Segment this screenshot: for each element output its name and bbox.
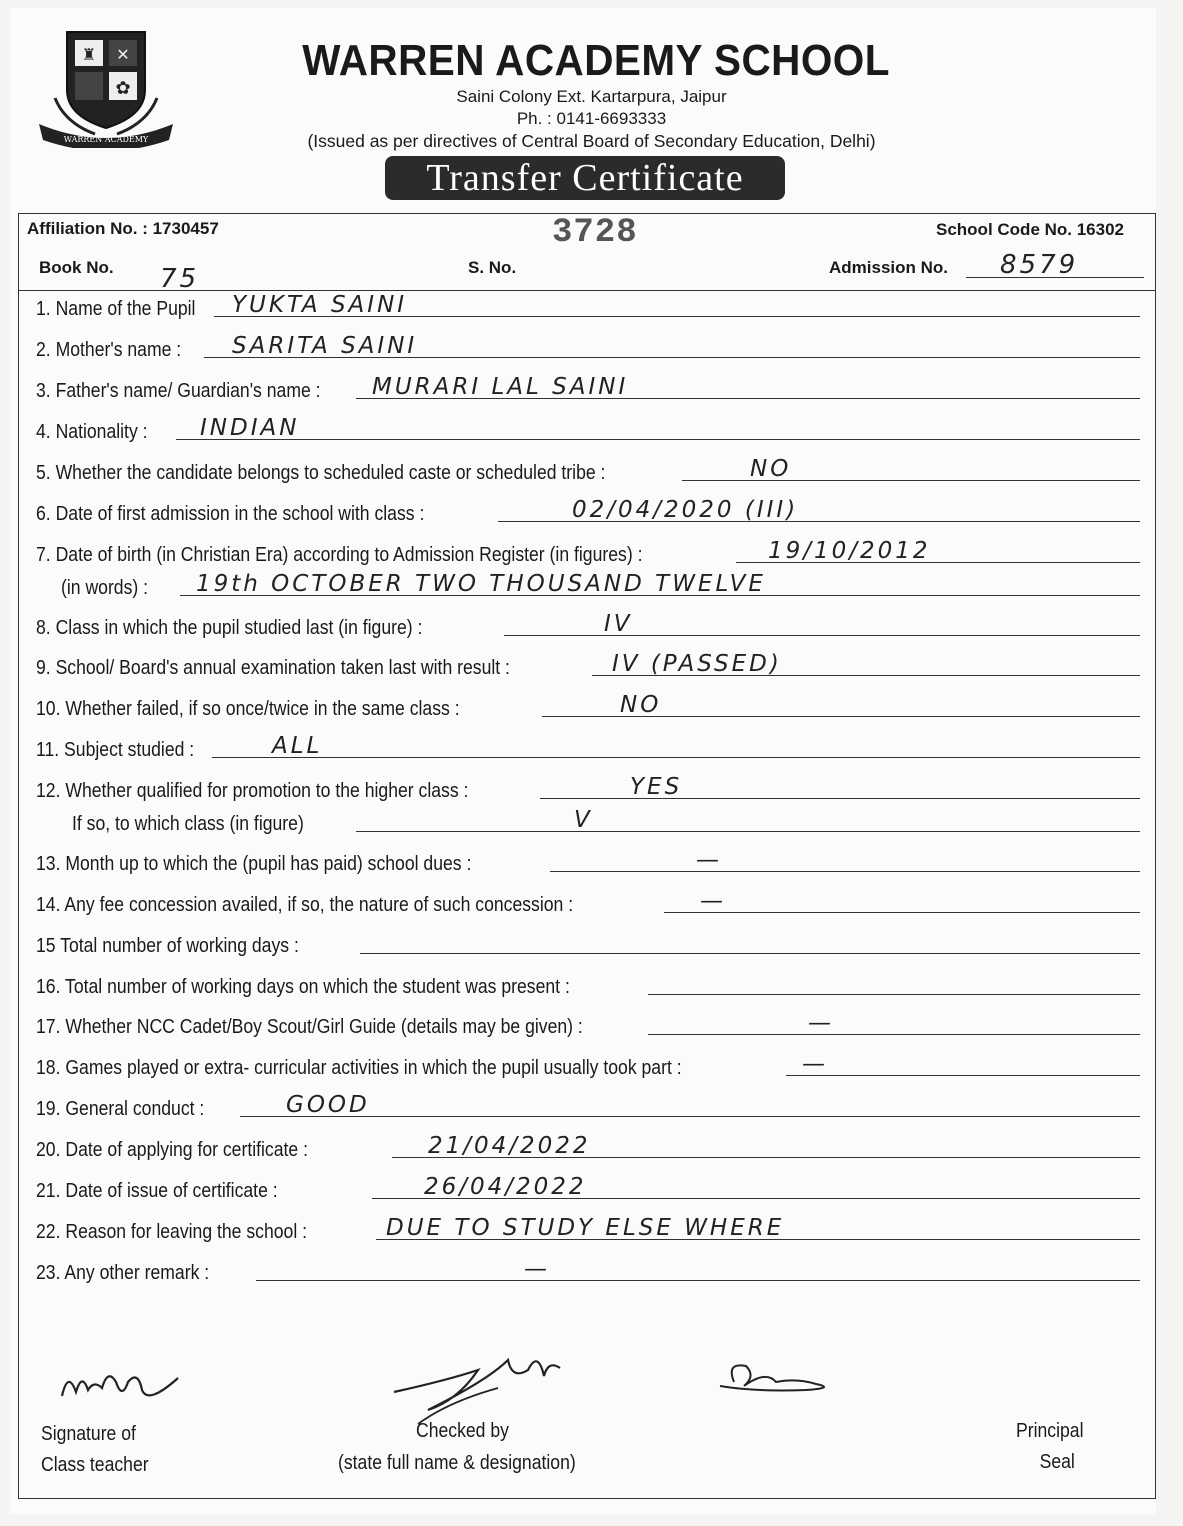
field-row (0, 733, 1183, 775)
field-label: 17. Whether NCC Cadet/Boy Scout/Girl Guide (details may be given) : (36, 1016, 583, 1038)
field-value: YES (630, 774, 683, 800)
school-phone: Ph. : 0141-6693333 (516, 109, 667, 128)
field-row (0, 935, 1183, 971)
field-label: 11. Subject studied : (36, 739, 195, 761)
field-value: INDIAN (200, 415, 300, 441)
field-line (360, 953, 1140, 954)
field-row (0, 1215, 1183, 1257)
field-line (648, 994, 1140, 995)
field-label: 19. General conduct : (36, 1098, 205, 1120)
field-label: 8. Class in which the pupil studied last (in figure) : (36, 617, 423, 639)
field-label: 21. Date of issue of certificate : (36, 1180, 278, 1202)
field-value: 19/10/2012 (768, 538, 931, 564)
certificate-title-banner: Transfer Certificate (385, 156, 785, 200)
field-line (786, 1075, 1140, 1076)
field-label: 3. Father's name/ Guardian's name : (36, 380, 321, 402)
field-label: 10. Whether failed, if so once/twice in the same class : (36, 698, 460, 720)
field-label: 12. Whether qualified for promotion to the higher class : (36, 780, 469, 802)
field-label: 16. Total number of working days on which the student was present : (36, 976, 570, 998)
principal-seal-label: Principal Seal (1016, 1420, 1084, 1473)
field-value: 02/04/2020 (III) (572, 497, 799, 523)
field-label: 20. Date of applying for certificate : (36, 1139, 308, 1161)
svg-text:✿: ✿ (115, 78, 131, 99)
field-value: YUKTA SAINI (232, 292, 408, 318)
admission-number-label: Admission No. (829, 258, 949, 277)
field-label: 18. Games played or extra- curricular activities in which the pupil usually took part : (36, 1057, 682, 1079)
field-label: If so, to which class (in figure) (72, 813, 304, 835)
field-label: 4. Nationality : (36, 421, 148, 443)
field-row (0, 651, 1183, 693)
field-label: 6. Date of first admission in the school with class : (36, 503, 425, 525)
field-line (504, 635, 1140, 636)
checked-by-label: Checked by (416, 1420, 509, 1442)
field-line (664, 912, 1140, 913)
class-teacher-label: Signature of Class teacher (41, 1423, 149, 1476)
serial-number: 3728 (552, 214, 638, 252)
field-row (0, 1256, 1183, 1298)
field-row (0, 888, 1183, 930)
field-row (0, 847, 1183, 889)
serial-number-label: S. No. (468, 258, 517, 277)
field-label: 9. School/ Board's annual examination taken last with result : (36, 657, 510, 679)
class-teacher-signature (58, 1360, 188, 1410)
principal-signature (716, 1352, 846, 1402)
issued-note: (Issued as per directives of Central Board of Secondary Education, Delhi) (307, 131, 876, 151)
field-row (0, 976, 1183, 1012)
affiliation-number: Affiliation No. : 1730457 (27, 219, 219, 238)
svg-text:♜: ♜ (81, 45, 97, 64)
field-value: — (696, 847, 722, 873)
field-value: — (524, 1256, 550, 1282)
school-name: WARREN ACADEMY SCHOOL (302, 36, 890, 85)
school-address: Saini Colony Ext. Kartarpura, Jaipur (456, 87, 727, 106)
field-row (0, 1133, 1183, 1175)
field-row (0, 1010, 1183, 1052)
field-row (0, 415, 1183, 457)
field-label: 15 Total number of working days : (36, 935, 299, 957)
field-label: 14. Any fee concession availed, if so, the nature of such concession : (36, 894, 574, 916)
field-label: 13. Month up to which the (pupil has paid) school dues : (36, 853, 472, 875)
field-value: NO (620, 692, 662, 718)
field-line (550, 871, 1140, 872)
field-row (0, 1051, 1183, 1093)
field-row (0, 292, 1183, 334)
svg-text:✕: ✕ (116, 45, 130, 64)
field-label: 23. Any other remark : (36, 1262, 210, 1284)
field-value: SARITA SAINI (232, 333, 418, 359)
field-value: 21/04/2022 (428, 1133, 591, 1159)
field-row (0, 456, 1183, 498)
field-value: GOOD (286, 1092, 370, 1118)
checked-by-designation: (state full name & designation) (338, 1452, 576, 1474)
field-line (356, 831, 1140, 832)
field-value: V (574, 807, 593, 833)
admission-number-value: 8579 (1000, 250, 1079, 280)
field-label: 7. Date of birth (in Christian Era) according to Admission Register (in figures) : (36, 544, 643, 566)
svg-text:WARREN ACADEMY: WARREN ACADEMY (63, 135, 149, 144)
field-label: 5. Whether the candidate belongs to scheduled caste or scheduled tribe : (36, 462, 606, 484)
field-line (240, 1116, 1140, 1117)
field-value: — (700, 888, 726, 914)
field-line (648, 1034, 1140, 1035)
field-row (0, 1092, 1183, 1134)
field-row (0, 692, 1183, 734)
field-value: — (802, 1051, 828, 1077)
field-line (256, 1280, 1140, 1281)
field-label: 22. Reason for leaving the school : (36, 1221, 308, 1243)
field-value: 26/04/2022 (424, 1174, 587, 1200)
field-value: NO (750, 456, 792, 482)
field-value: — (808, 1010, 834, 1036)
field-value: IV (604, 611, 633, 637)
field-row (0, 611, 1183, 653)
field-value: DUE TO STUDY ELSE WHERE (386, 1215, 785, 1241)
field-row (0, 1174, 1183, 1216)
school-code: School Code No. 16302 (936, 220, 1124, 239)
book-number-label: Book No. (39, 258, 114, 277)
field-line (212, 757, 1140, 758)
field-row (0, 374, 1183, 416)
field-value: ALL (272, 733, 323, 759)
field-value: MURARI LAL SAINI (372, 374, 629, 400)
field-label: 2. Mother's name : (36, 339, 182, 361)
field-label: 1. Name of the Pupil (36, 298, 196, 320)
field-line (176, 439, 1140, 440)
field-row (0, 333, 1183, 375)
field-label: (in words) : (61, 577, 149, 599)
field-row (0, 571, 1183, 613)
header-divider (18, 290, 1156, 291)
field-value: 19th OCTOBER TWO THOUSAND TWELVE (196, 571, 766, 597)
book-number-value: 75 (160, 264, 200, 294)
field-row (0, 497, 1183, 539)
field-value: IV (PASSED) (612, 651, 782, 677)
field-row (0, 807, 1183, 849)
